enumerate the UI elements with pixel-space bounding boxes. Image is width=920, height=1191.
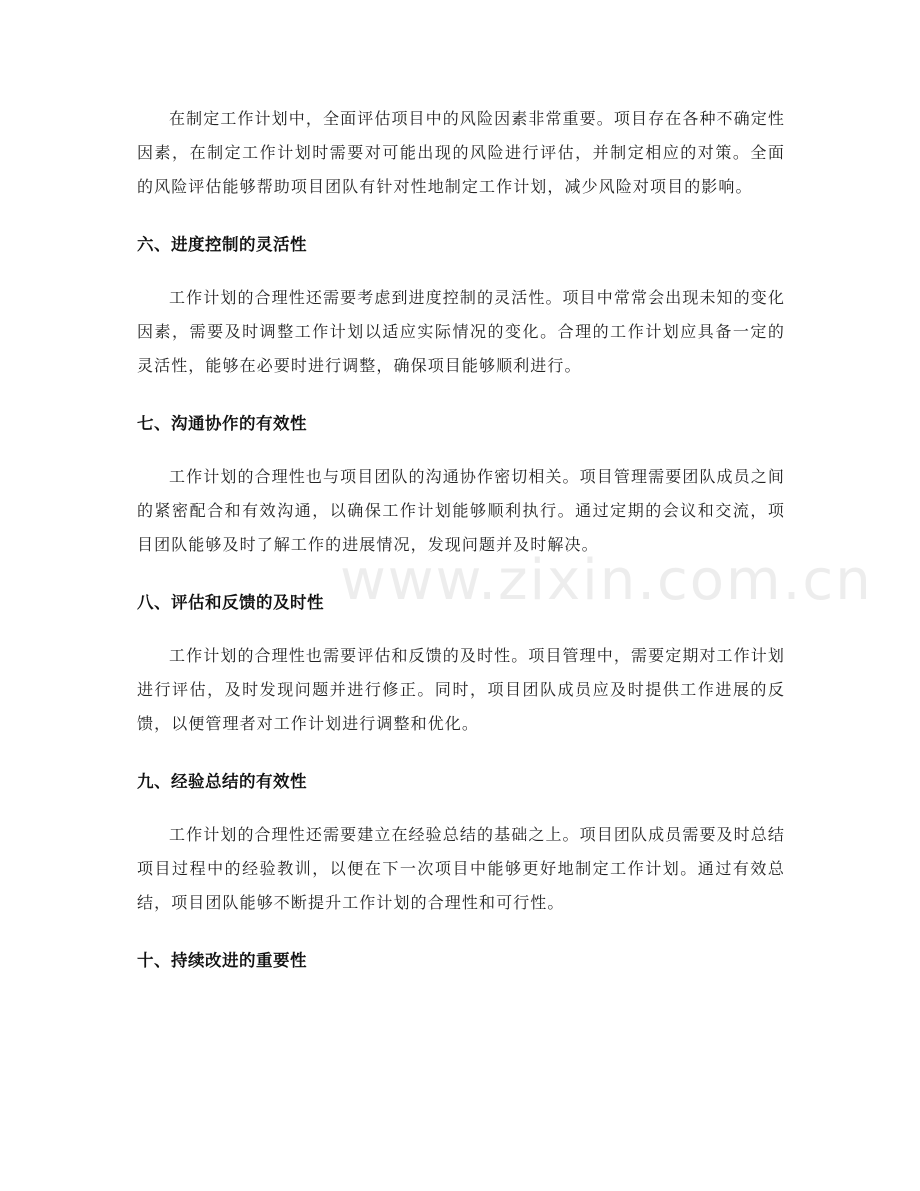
spacer (137, 799, 785, 818)
section-heading-10: 十、持续改进的重要性 (137, 951, 307, 970)
intro-paragraph: 在制定工作计划中，全面评估项目中的风险因素非常重要。项目存在各种不确定性因素，在制定工作计划时需要对可能出现的风险进行评估，并制定相应的对策。全面的风险评估能够帮助项目团队有针对性地制定工作计划，减少风险对项目的影响。 (137, 109, 785, 196)
spacer (137, 441, 785, 460)
spacer (137, 562, 785, 586)
spacer (137, 741, 785, 765)
section-paragraph-6: 工作计划的合理性还需要考虑到进度控制的灵活性。项目中常常会出现未知的变化因素，需要及时调整工作计划以适应实际情况的变化。合理的工作计划应具备一定的灵活性，能够在必要时进行调整，确保项目能够顺利进行。 (137, 288, 785, 375)
section-paragraph-9: 工作计划的合理性还需要建立在经验总结的基础之上。项目团队成员需要及时总结项目过程中的经验教训，以便在下一次项目中能够更好地制定工作计划。通过有效总结，项目团队能够不断提升工作计划的合理性和可行性。 (137, 825, 785, 912)
spacer (137, 920, 785, 944)
spacer (137, 204, 785, 228)
spacer (137, 262, 785, 281)
section-paragraph-8: 工作计划的合理性也需要评估和反馈的及时性。项目管理中，需要定期对工作计划进行评估，及时发现问题并进行修正。同时，项目团队成员应及时提供工作进展的反馈，以便管理者对工作计划进行调整和优化。 (137, 646, 785, 733)
spacer (137, 383, 785, 407)
document-body (137, 102, 785, 978)
section-paragraph-7: 工作计划的合理性也与项目团队的沟通协作密切相关。项目管理需要团队成员之间的紧密配合和有效沟通，以确保工作计划能够顺利执行。通过定期的会议和交流，项目团队能够及时了解工作的进展情况，发现问题并及时解决。 (137, 467, 785, 554)
section-heading-7: 七、沟通协作的有效性 (137, 414, 307, 433)
section-heading-9: 九、经验总结的有效性 (137, 772, 307, 791)
spacer (137, 620, 785, 639)
section-heading-6: 六、进度控制的灵活性 (137, 235, 307, 254)
watermark: www.zixin.com.cn (340, 548, 873, 613)
section-heading-8: 八、评估和反馈的及时性 (137, 593, 324, 612)
